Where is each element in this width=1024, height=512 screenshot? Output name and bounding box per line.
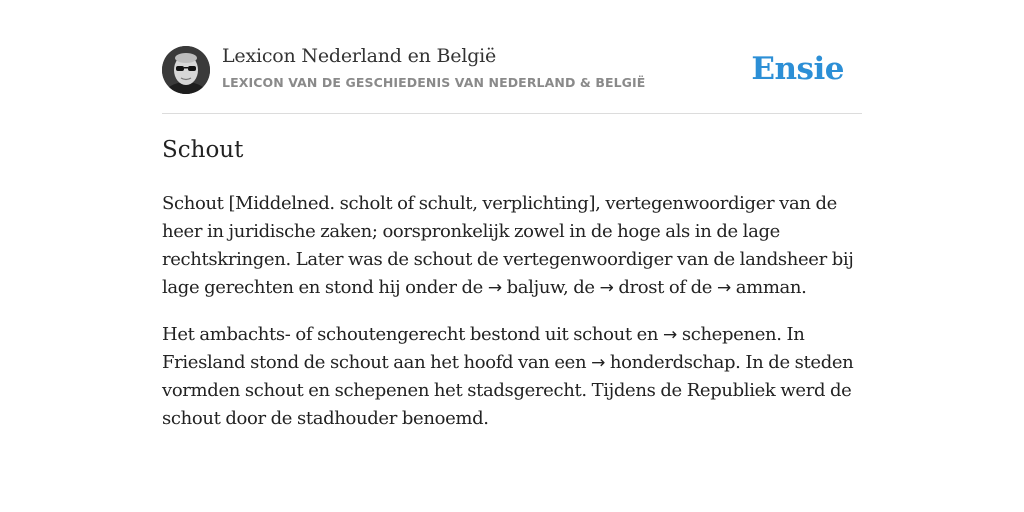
text-span: Het ambachts- of schoutengerecht bestond uit schout en	[162, 324, 664, 345]
arrow-icon: →	[599, 278, 614, 298]
arrow-icon: →	[591, 353, 605, 373]
text-line: Schout [Middelned. scholt of schult, verplichting], vertegenwoordiger van de	[162, 193, 837, 214]
arrow-icon: →	[663, 325, 677, 345]
site-header	[162, 0, 862, 114]
xref-label: drost	[613, 277, 665, 298]
arrow-icon: →	[487, 278, 502, 298]
xref-link-drost[interactable]	[600, 277, 664, 298]
xref-label: amman	[730, 277, 802, 298]
text-span: . In	[776, 324, 805, 345]
text-line	[162, 321, 862, 349]
xref-label: honderdschap	[605, 352, 736, 373]
site-title[interactable]: Lexicon Nederland en België	[222, 45, 497, 67]
text-span: . In de steden	[735, 352, 854, 373]
text-line: rechtskringen. Later was de schout de vertegenwoordiger van de landsheer bij	[162, 249, 854, 270]
author-photo	[162, 46, 210, 94]
text-line: vormden schout en schepenen het stadsgerecht. Tijdens de Republiek werd de	[162, 380, 852, 401]
entry-paragraph-1	[162, 190, 862, 302]
text-line	[162, 274, 862, 302]
xref-label: baljuw	[501, 277, 563, 298]
entry-paragraph-2	[162, 321, 862, 433]
ensie-logo-link[interactable]: Ensie	[751, 51, 844, 87]
entry-title: Schout	[162, 137, 244, 163]
author-avatar[interactable]	[162, 46, 210, 94]
xref-link-schepenen[interactable]	[663, 324, 776, 345]
xref-link-amman[interactable]	[717, 277, 801, 298]
text-line: schout door de stadhouder benoemd.	[162, 408, 489, 429]
text-span: , de	[562, 277, 600, 298]
site-subtitle: LEXICON VAN DE GESCHIEDENIS VAN NEDERLAND & BELGIË	[222, 75, 646, 90]
xref-label: schepenen	[676, 324, 777, 345]
text-line	[162, 349, 862, 377]
xref-link-baljuw[interactable]	[488, 277, 563, 298]
text-span: .	[801, 277, 807, 298]
text-line: heer in juridische zaken; oorspronkelijk zowel in de hoge als in de lage	[162, 221, 780, 242]
text-span: Friesland stond de schout aan het hoofd van een	[162, 352, 592, 373]
xref-link-honderdschap[interactable]	[591, 352, 735, 373]
text-span: of de	[664, 277, 717, 298]
page	[162, 0, 862, 429]
arrow-icon: →	[716, 278, 731, 298]
text-span: lage gerechten en stond hij onder de	[162, 277, 488, 298]
